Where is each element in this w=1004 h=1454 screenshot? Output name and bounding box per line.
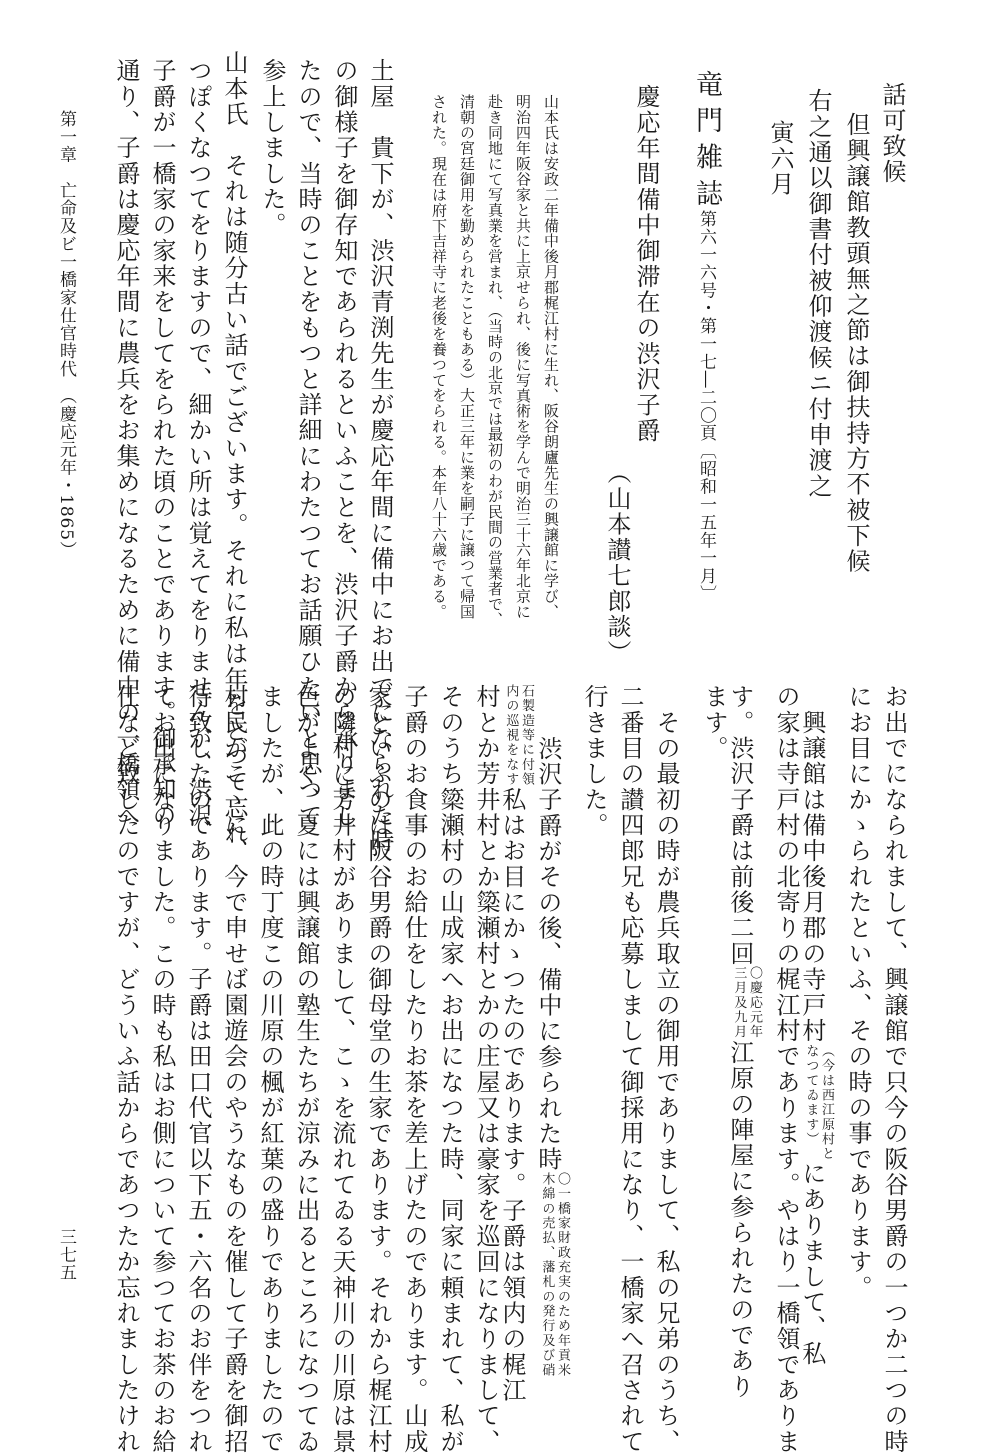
bio-line-2: 明治四年阪谷家と共に上京せられ、後に写真術を学んで明治三十六年北京に — [514, 94, 532, 620]
body-line-13: そのうち簗瀬村の山成家へお出になつた時、同家に頼まれて、私が — [436, 684, 464, 1454]
gloss-current-name — [803, 1044, 834, 1161]
letter-line-3: 右之通以御書付被仰渡候ニ付申渡之 — [804, 88, 832, 499]
page-number: 三七五 — [56, 1228, 76, 1282]
body-line-2: にお目にかゝられたといふ、その時の事であります。 — [844, 684, 872, 1301]
body-line-5-text: す。渋沢子爵は前後二回 — [725, 684, 754, 967]
body-line-14: 子爵のお食事のお給仕をしたりお茶を差上げたのであります。山成 — [400, 684, 428, 1454]
body-line-6: ます。 — [700, 684, 728, 762]
body-line-3-text: 興譲館は備中後月郡の寺戸村 — [797, 684, 826, 1044]
gloss-d1: 石製造等に付領 — [519, 684, 534, 787]
body-line-9: 行きました。 — [580, 684, 608, 839]
gloss-dates — [731, 966, 762, 1039]
gloss-b2: 三月及九月 — [731, 966, 747, 1040]
body-line-7: その最初の時が農兵取立の御用でありまして、私の兄弟のうち、 — [652, 684, 680, 1454]
gloss-a1: （今は西江原村と — [819, 1043, 834, 1161]
issue-info: 第六一六号・第一七―二〇頁〔昭和一五年一月〕 — [696, 210, 716, 603]
article-title: 慶応年間備中御滞在の渋沢子爵 — [632, 84, 660, 444]
body-line-5 — [725, 684, 762, 1400]
dialogue-line-6: つぽくなつてをりますので、細かい所は覚えてをりませんが、渋沢 — [184, 58, 212, 829]
body-line-11-text: 私はお目にかゝつたのであります。子爵は領内の梶江 — [497, 786, 526, 1404]
body-line-19: 村民がこゝに、今で申せば園遊会のやうなものを催して子爵を御招 — [220, 684, 248, 1454]
gloss-finance — [539, 1172, 570, 1378]
body-line-20: 待致したのであります。子爵は田口代官以下五・六名のお伴をつれ — [184, 684, 212, 1454]
gloss-c2: 木綿の売払、藩札の発行及び硝 — [539, 1172, 555, 1378]
body-line-10-text: 渋沢子爵がその後、備中に参られた時 — [533, 710, 562, 1173]
body-line-8: 二番目の讃四郎兄も応募しまして御採用になり、一橋家へ召されて — [616, 684, 644, 1454]
letter-line-2: 但興譲館教頭無之節は御扶持方不被下候 — [842, 112, 870, 575]
bio-line-5: された。現在は府下吉祥寺に老後を養つてをられる。本年八十六歳である。 — [430, 94, 448, 620]
dialogue-line-2: の御様子を御存知であられるといふことを、渋沢子爵から承りまし — [330, 58, 358, 829]
gloss-d2: 内の巡視をなす — [503, 684, 519, 787]
body-line-22: 仕など致したのですが、どういふ話からであつたか忘れましたけれ — [112, 684, 140, 1454]
gloss-survey — [503, 684, 534, 787]
body-line-15: 家といふのは阪谷男爵の御母堂の生家であります。それから梶江村 — [364, 684, 392, 1454]
bio-line-4: 清朝の宮廷御用を勤められたこともある）大正三年に業を嗣子に譲つて帰国 — [458, 94, 476, 620]
body-line-3-tail: にありまして、私 — [797, 1160, 826, 1367]
speaker-credit: （山本讃七郎談） — [603, 460, 631, 666]
dialogue-line-1: 土屋 貴下が、渋沢青渕先生が慶応年間に備中にお出でになられた時 — [366, 58, 394, 855]
body-line-10 — [533, 710, 570, 1378]
dialogue-line-5: 山本氏 それは随分古い話でございます。それに私は年をとつて忘れ — [220, 50, 248, 847]
bio-line-1: 山本氏は安政二年備中後月郡梶江村に生れ、阪谷朗廬先生の興譲館に学び、 — [542, 94, 560, 620]
body-line-5-tail: 江原の陣屋に参られたのであり — [725, 1039, 754, 1400]
body-line-3 — [797, 684, 834, 1367]
body-line-4: の家は寺戸村の北寄りの梶江村であります。やはり一橋領でありま — [772, 684, 800, 1454]
gloss-c1: 〇一橋家財政充実のため年貢米 — [555, 1172, 570, 1378]
letter-date: 寅六月 — [766, 120, 794, 198]
body-line-12: 村とか芳井村とか簗瀬村とかの庄屋又は豪家を巡回になりまして、 — [472, 684, 500, 1454]
dialogue-line-8: 通り、子爵は慶応年間に農兵をお集めになるために備中の一橋領へ — [112, 58, 140, 829]
body-line-17: 色がよく、夏には興譲館の塾生たちが涼みに出るところになつてゐ — [292, 684, 320, 1454]
body-line-21: てお出になりました。この時も私はお側について参つてお茶のお給 — [148, 684, 176, 1454]
chapter-running-head: 第一章 亡命及ビ一橋家仕官時代 （慶応元年・1865） — [56, 110, 76, 559]
body-line-16: の隣村に芳井村がありまして、こゝを流れてゐる天神川の川原は景 — [328, 684, 356, 1454]
gloss-a2: なつてゐます） — [803, 1043, 819, 1147]
dialogue-line-4: 参上しました。 — [258, 58, 286, 238]
body-line-18: ましたが、此の時丁度この川原の楓が紅葉の盛りでありましたので — [256, 684, 284, 1454]
bio-line-3: 赴き同地にて写真業を営まれ、（当時の北京では最初のわが民間の営業者で、 — [486, 94, 504, 628]
dialogue-line-7: 子爵が一橋家の家来をしてをられた頃のことであります。御承知の — [148, 58, 176, 829]
dialogue-line-3: たので、当時のことをもつと詳細にわたつてお話願ひたいと思つて — [294, 58, 322, 829]
letter-line-1: 話可致候 — [878, 82, 906, 185]
journal-title: 竜門雑誌 — [691, 70, 722, 216]
body-line-1: お出でになられまして、興譲館で只今の阪谷男爵の一つか二つの時 — [880, 684, 908, 1454]
body-line-11 — [497, 684, 534, 1404]
gloss-b1: 〇慶応元年 — [747, 966, 762, 1040]
